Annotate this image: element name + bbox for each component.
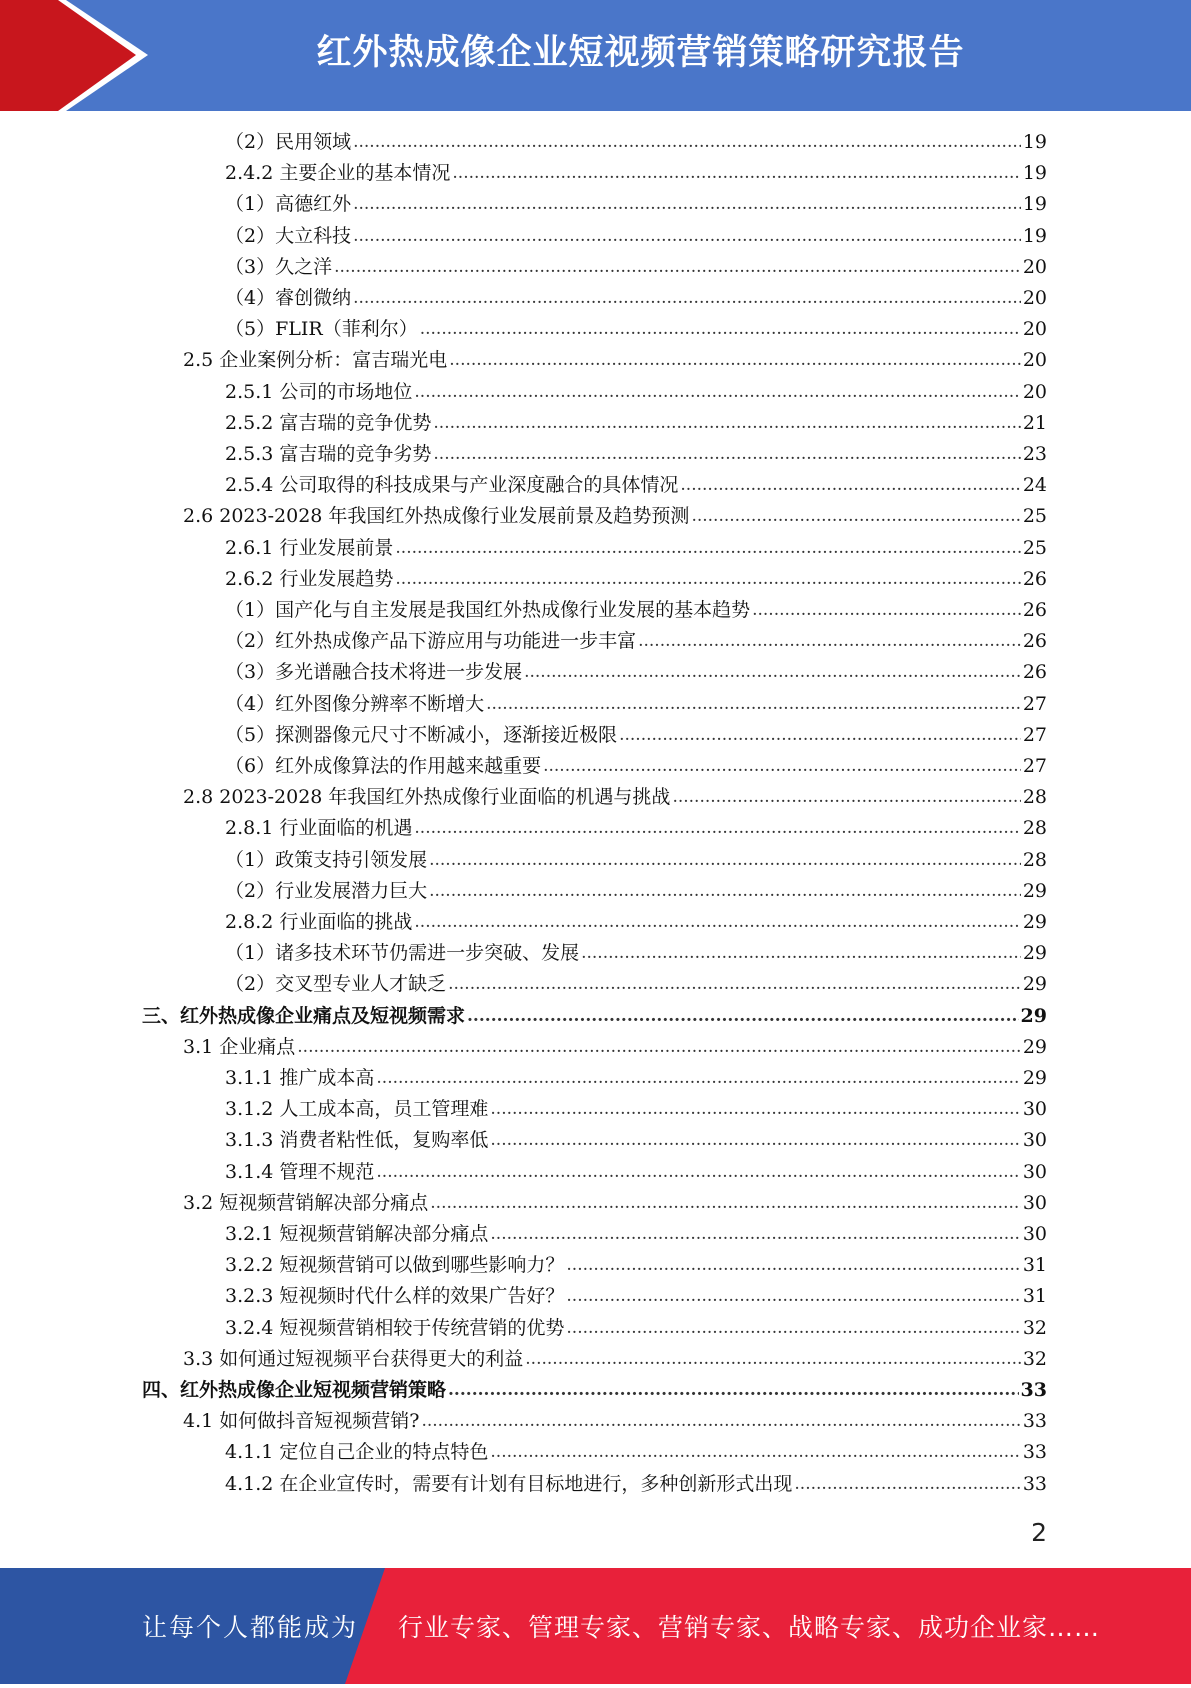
toc-entry-page: 23 xyxy=(1022,443,1047,465)
toc-dot-leader xyxy=(752,595,1021,625)
toc-entry-title: 2.5.1 公司的市场地位 xyxy=(225,380,413,403)
toc-dot-leader xyxy=(353,221,1021,251)
toc-entry-title: （2）行业发展潜力巨大 xyxy=(225,879,428,902)
toc-entry-page: 29 xyxy=(1022,1035,1047,1058)
toc-entry-title: （2）大立科技 xyxy=(225,224,352,247)
toc-dot-leader xyxy=(619,720,1021,750)
toc-entry-page: 27 xyxy=(1022,692,1047,715)
toc-dot-leader xyxy=(524,657,1021,687)
toc-entry[interactable] xyxy=(225,813,1047,843)
toc-entry-title: （2）民用领域 xyxy=(225,131,352,153)
toc-dot-leader xyxy=(794,1469,1020,1499)
page-number: 2 xyxy=(1031,1518,1047,1547)
footer-slogan-right: 行业专家、管理专家、营销专家、战略专家、成功企业家…… xyxy=(398,1613,1101,1642)
toc-entry-title: 2.8 2023-2028 年我国红外热成像行业面临的机遇与挑战 xyxy=(183,786,671,809)
toc-entry[interactable] xyxy=(225,408,1047,438)
toc-entry-page: 27 xyxy=(1022,723,1047,746)
toc-dot-leader xyxy=(566,1313,1020,1343)
toc-entry[interactable] xyxy=(225,657,1047,687)
toc-entry-page: 30 xyxy=(1022,1223,1047,1245)
toc-entry[interactable] xyxy=(225,720,1047,750)
toc-dot-leader xyxy=(395,533,1020,563)
toc-entry[interactable] xyxy=(225,533,1047,563)
toc-entry-title: 3.1.2 人工成本高，员工管理难 xyxy=(225,1098,489,1121)
toc-entry[interactable] xyxy=(225,626,1047,656)
toc-entry-title: 三、红外热成像企业痛点及短视频需求 xyxy=(142,1004,466,1027)
toc-dot-leader xyxy=(452,158,1020,188)
toc-entry[interactable] xyxy=(225,907,1047,937)
toc-entry[interactable] xyxy=(225,1281,1047,1311)
report-header xyxy=(0,0,1191,111)
toc-dot-leader xyxy=(490,1094,1020,1124)
toc-dot-leader xyxy=(449,345,1021,375)
toc-entry[interactable] xyxy=(225,1219,1047,1249)
toc-entry[interactable] xyxy=(183,1344,1047,1374)
toc-dot-leader xyxy=(448,969,1021,999)
toc-dot-leader xyxy=(525,1344,1021,1374)
toc-entry-title: 2.5 企业案例分析：富吉瑞光电 xyxy=(183,349,448,372)
toc-entry-title: （5）探测器像元尺寸不断减小，逐渐接近极限 xyxy=(225,723,618,746)
toc-entry-page: 24 xyxy=(1022,474,1047,497)
toc-entry[interactable] xyxy=(225,158,1047,188)
toc-entry-page: 29 xyxy=(1022,973,1047,996)
toc-dot-leader xyxy=(395,564,1020,594)
toc-entry-page: 19 xyxy=(1022,224,1047,247)
toc-entry[interactable] xyxy=(225,845,1047,875)
toc-entry-title: 3.2 短视频营销解决部分痛点 xyxy=(183,1191,429,1214)
toc-entry-title: （4）红外图像分辨率不断增大 xyxy=(225,692,485,715)
toc-dot-leader xyxy=(691,501,1020,531)
toc-entry[interactable] xyxy=(142,1375,1047,1405)
toc-entry-page: 33 xyxy=(1020,1379,1047,1401)
toc-entry[interactable] xyxy=(225,1469,1047,1499)
toc-entry-title: （1）诸多技术环节仍需进一步突破、发展 xyxy=(225,942,580,965)
toc-dot-leader xyxy=(448,1375,1019,1405)
toc-entry[interactable] xyxy=(225,314,1047,344)
toc-entry[interactable] xyxy=(183,1188,1047,1218)
toc-dot-leader xyxy=(566,1250,1020,1280)
toc-entry-page: 30 xyxy=(1022,1129,1047,1152)
toc-entry-title: （4）睿创微纳 xyxy=(225,287,352,309)
toc-entry-title: （3）久之洋 xyxy=(225,255,333,278)
toc-dot-leader xyxy=(429,876,1021,906)
report-title: 红外热成像企业短视频营销策略研究报告 xyxy=(316,33,965,73)
toc-dot-leader xyxy=(486,689,1021,719)
toc-entry-page: 33 xyxy=(1022,1441,1047,1464)
toc-dot-leader xyxy=(420,314,1021,344)
toc-dot-leader xyxy=(421,1406,1020,1436)
toc-dot-leader xyxy=(433,439,1020,469)
toc-entry[interactable] xyxy=(225,439,1047,469)
toc-entry-page: 20 xyxy=(1022,318,1047,341)
toc-dot-leader xyxy=(433,408,1020,438)
toc-entry-page: 26 xyxy=(1022,567,1047,590)
toc-entry-page: 26 xyxy=(1022,630,1047,653)
toc-entry-title: 3.3 如何通过短视频平台获得更大的利益 xyxy=(183,1347,524,1370)
toc-entry[interactable] xyxy=(225,1094,1047,1124)
toc-entry[interactable] xyxy=(225,189,1047,219)
toc-dot-leader xyxy=(414,813,1020,843)
toc-entry-page: 25 xyxy=(1022,505,1047,528)
toc-entry[interactable] xyxy=(225,470,1047,500)
toc-entry-title: 4.1.2 在企业宣传时，需要有计划有目标地进行，多种创新形式出现 xyxy=(225,1472,793,1495)
toc-entry-title: 3.1.4 管理不规范 xyxy=(225,1160,375,1183)
toc-entry-page: 30 xyxy=(1022,1160,1047,1183)
toc-entry-page: 29 xyxy=(1022,942,1047,965)
toc-entry-title: 2.6.2 行业发展趋势 xyxy=(225,567,394,590)
toc-entry-page: 26 xyxy=(1022,599,1047,621)
toc-entry-title: 3.1.1 推广成本高 xyxy=(225,1067,375,1089)
toc-entry-title: 3.2.2 短视频营销可以做到哪些影响力？ xyxy=(225,1254,565,1277)
toc-entry[interactable] xyxy=(225,377,1047,407)
toc-entry-page: 33 xyxy=(1022,1410,1047,1433)
toc-entry-page: 32 xyxy=(1022,1316,1047,1339)
toc-entry-page: 20 xyxy=(1022,349,1047,372)
footer-slogan-left: 让每个人都能成为 xyxy=(142,1613,359,1642)
toc-entry[interactable] xyxy=(183,345,1047,375)
toc-dot-leader xyxy=(581,938,1021,968)
toc-entry-title: 3.1 企业痛点 xyxy=(183,1035,296,1058)
toc-entry-page: 29 xyxy=(1022,879,1047,902)
toc-entry[interactable] xyxy=(142,1001,1047,1031)
toc-entry[interactable] xyxy=(183,1032,1047,1062)
toc-entry-title: 3.2.3 短视频时代什么样的效果广告好？ xyxy=(225,1285,565,1308)
toc-entry-title: 2.5.4 公司取得的科技成果与产业深度融合的具体情况 xyxy=(225,474,679,497)
toc-entry[interactable] xyxy=(225,969,1047,999)
toc-entry[interactable] xyxy=(225,938,1047,968)
toc-entry-title: 2.4.2 主要企业的基本情况 xyxy=(225,162,451,185)
toc-entry-title: （1）国产化与自主发展是我国红外热成像行业发展的基本趋势 xyxy=(225,599,751,621)
toc-entry-title: （1）政策支持引领发展 xyxy=(225,848,428,871)
toc-dot-leader xyxy=(672,782,1020,812)
toc-entry-page: 29 xyxy=(1022,1067,1047,1089)
toc-entry-page: 21 xyxy=(1022,411,1047,434)
toc-entry-title: 2.6 2023-2028 年我国红外热成像行业发展前景及趋势预测 xyxy=(183,505,690,528)
toc-entry[interactable] xyxy=(225,876,1047,906)
toc-entry[interactable] xyxy=(225,564,1047,594)
toc-entry-title: 4.1.1 定位自己企业的特点特色 xyxy=(225,1441,489,1464)
toc-entry[interactable] xyxy=(225,1063,1047,1093)
toc-entry-title: 3.2.1 短视频营销解决部分痛点 xyxy=(225,1223,489,1245)
toc-dot-leader xyxy=(543,751,1021,781)
toc-entry-title: 2.8.1 行业面临的机遇 xyxy=(225,817,413,840)
toc-entry-page: 19 xyxy=(1022,131,1047,153)
toc-entry-page: 31 xyxy=(1022,1285,1047,1308)
toc-entry-page: 30 xyxy=(1022,1191,1047,1214)
toc-entry-title: 3.1.3 消费者粘性低，复购率低 xyxy=(225,1129,489,1152)
toc-dot-leader xyxy=(467,1001,1019,1031)
toc-entry-title: （6）红外成像算法的作用越来越重要 xyxy=(225,755,542,777)
toc-entry-title: 4.1 如何做抖音短视频营销? xyxy=(183,1410,420,1433)
toc-entry[interactable] xyxy=(183,1406,1047,1436)
toc-dot-leader xyxy=(490,1219,1020,1249)
toc-entry-page: 28 xyxy=(1022,848,1047,871)
toc-entry-page: 27 xyxy=(1022,755,1047,777)
toc-entry-page: 32 xyxy=(1022,1347,1047,1370)
toc-entry[interactable] xyxy=(225,283,1047,313)
toc-dot-leader xyxy=(680,470,1020,500)
toc-dot-leader xyxy=(566,1281,1020,1311)
toc-entry-title: （2）红外热成像产品下游应用与功能进一步丰富 xyxy=(225,630,637,653)
toc-dot-leader xyxy=(490,1125,1020,1155)
toc-entry[interactable] xyxy=(225,127,1047,157)
toc-dot-leader xyxy=(376,1157,1020,1187)
toc-entry[interactable] xyxy=(225,1125,1047,1155)
toc-entry-page: 33 xyxy=(1022,1472,1047,1495)
toc-entry[interactable] xyxy=(225,221,1047,251)
toc-entry-page: 25 xyxy=(1022,536,1047,559)
toc-dot-leader xyxy=(414,377,1020,407)
toc-dot-leader xyxy=(353,127,1021,157)
toc-entry-page: 30 xyxy=(1022,1098,1047,1121)
toc-entry[interactable] xyxy=(225,595,1047,625)
toc-entry[interactable] xyxy=(225,751,1047,781)
toc-entry[interactable] xyxy=(225,1313,1047,1343)
toc-entry-page: 29 xyxy=(1020,1004,1047,1027)
toc-dot-leader xyxy=(353,283,1021,313)
toc-entry[interactable] xyxy=(225,689,1047,719)
toc-dot-leader xyxy=(638,626,1021,656)
toc-entry-page: 28 xyxy=(1022,817,1047,840)
toc-entry-title: 2.8.2 行业面临的挑战 xyxy=(225,911,413,933)
toc-dot-leader xyxy=(414,907,1020,937)
toc-entry-title: （1）高德红外 xyxy=(225,193,352,216)
chevron-arrow-icon xyxy=(0,0,160,111)
toc-entry-title: 3.2.4 短视频营销相较于传统营销的优势 xyxy=(225,1316,565,1339)
toc-entry[interactable] xyxy=(183,501,1047,531)
toc-entry[interactable] xyxy=(225,1157,1047,1187)
toc-entry-page: 28 xyxy=(1022,786,1047,809)
toc-dot-leader xyxy=(297,1032,1021,1062)
toc-entry-page: 19 xyxy=(1022,193,1047,216)
toc-entry-title: （5）FLIR（菲利尔） xyxy=(225,318,418,341)
toc-dot-leader xyxy=(490,1437,1020,1467)
toc-entry[interactable] xyxy=(225,252,1047,282)
toc-entry-title: 四、红外热成像企业短视频营销策略 xyxy=(142,1379,447,1401)
toc-dot-leader xyxy=(429,845,1021,875)
toc-entry-title: （2）交叉型专业人才缺乏 xyxy=(225,973,447,996)
toc-entry-title: 2.5.2 富吉瑞的竞争优势 xyxy=(225,411,432,434)
toc-entry-page: 26 xyxy=(1022,661,1047,684)
toc-entry-title: 2.5.3 富吉瑞的竞争劣势 xyxy=(225,443,432,465)
toc-entry[interactable] xyxy=(225,1437,1047,1467)
toc-entry-page: 20 xyxy=(1022,380,1047,403)
toc-entry-page: 20 xyxy=(1022,255,1047,278)
toc-entry-page: 29 xyxy=(1022,911,1047,933)
toc-entry-page: 20 xyxy=(1022,287,1047,309)
toc-dot-leader xyxy=(334,252,1021,282)
toc-entry-page: 31 xyxy=(1022,1254,1047,1277)
toc-dot-leader xyxy=(376,1063,1020,1093)
toc-dot-leader xyxy=(353,189,1021,219)
toc-entry[interactable] xyxy=(225,1250,1047,1280)
toc-entry-page: 19 xyxy=(1022,162,1047,185)
toc-entry-title: （3）多光谱融合技术将进一步发展 xyxy=(225,661,523,684)
toc-dot-leader xyxy=(430,1188,1021,1218)
toc-entry[interactable] xyxy=(183,782,1047,812)
toc-entry-title: 2.6.1 行业发展前景 xyxy=(225,536,394,559)
footer-banner xyxy=(0,1568,1191,1684)
